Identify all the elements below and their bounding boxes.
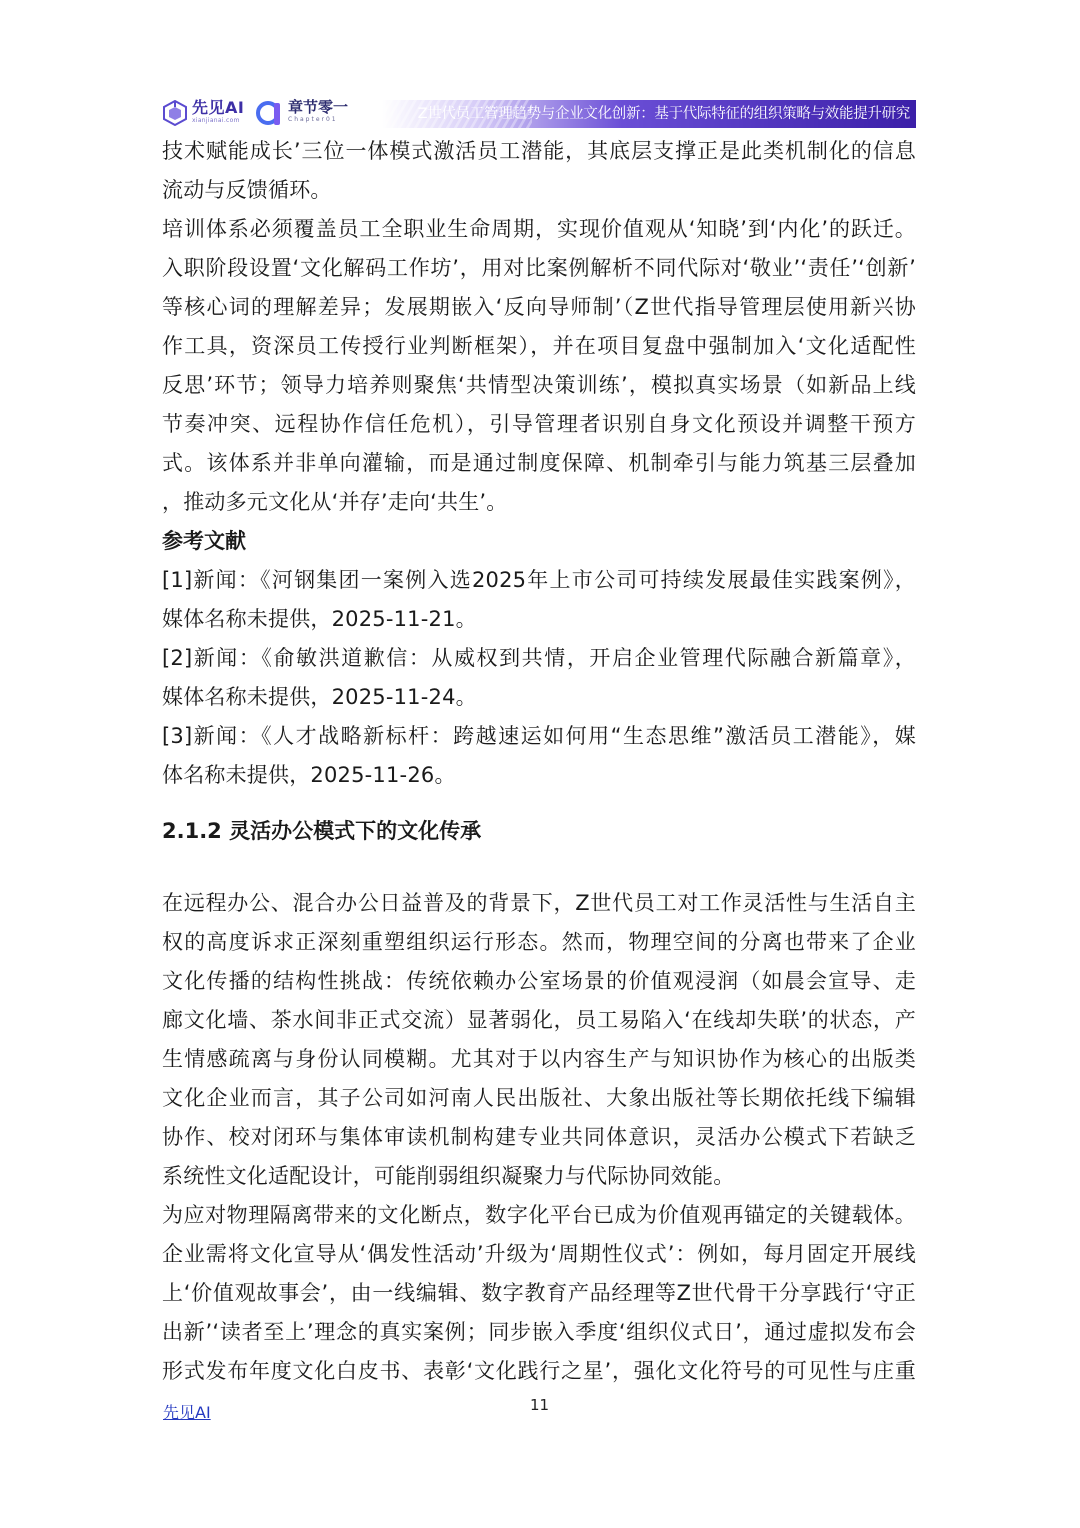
logo1-subtitle: xianjianai.com <box>192 117 240 124</box>
reference-3 <box>162 717 916 795</box>
page-body <box>162 132 916 1391</box>
text-line: [2]新闻：《俞敏洪道歉信：从威权到共情，开启企业管理代际融合新篇章》， <box>162 646 916 670</box>
text-line: 技术赋能成长’三位一体模式激活员工潜能，其底层支撑正是此类机制化的信息 <box>162 139 916 163</box>
references-heading: 参考文献 <box>162 529 246 553</box>
text-line: 式。该体系并非单向灌输，而是通过制度保障、机制牵引与能力筑基三层叠加 <box>162 451 916 475</box>
reference-2 <box>162 639 916 717</box>
text-line: 为应对物理隔离带来的文化断点，数字化平台已成为价值观再锚定的关键载体。 <box>162 1203 916 1227</box>
chapter-logo-icon <box>256 100 286 126</box>
text-line: [3]新闻：《人才战略新标杆：跨越速运如何用“生态思维”激活员工潜能》，媒 <box>162 724 916 748</box>
cube-logo-icon <box>162 100 188 126</box>
paragraph-1 <box>162 132 916 210</box>
text-line: 作工具，资深员工传授行业判断框架），并在项目复盘中强制加入‘文化适配性 <box>162 334 916 358</box>
text-line: ，推动多元文化从‘并存’走向‘共生’。 <box>162 490 508 514</box>
text-line: 出新’‘读者至上’理念的真实案例；同步嵌入季度‘组织仪式日’，通过虚拟发布会 <box>162 1320 916 1344</box>
header-banner <box>382 100 916 128</box>
page-header <box>162 96 916 132</box>
text-line: 文化传播的结构性挑战：传统依赖办公室场景的价值观浸润（如晨会宣导、走 <box>162 969 916 993</box>
text-line: 上‘价值观故事会’，由一线编辑、数字教育产品经理等Z世代骨干分享践行‘守正 <box>162 1281 916 1305</box>
logo2-subtitle: Chapter01 <box>288 116 338 123</box>
text-line: 廊文化墙、茶水间非正式交流）显著弱化，员工易陷入‘在线却失联’的状态，产 <box>162 1008 916 1032</box>
text-line: 文化企业而言，其子公司如河南人民出版社、大象出版社等长期依托线下编辑 <box>162 1086 916 1110</box>
report-title: Z世代员工管理趋势与企业文化创新：基于代际特征的组织策略与效能提升研究 <box>417 106 910 122</box>
text-line: 系统性文化适配设计，可能削弱组织凝聚力与代际协同效能。 <box>162 1164 735 1188</box>
chapter01-logo <box>256 100 348 126</box>
text-line: 节奏冲突、远程协作信任危机），引导管理者识别自身文化预设并调整干预方 <box>162 412 916 436</box>
logo1-name: 先见AI <box>192 98 245 117</box>
text-line: 入职阶段设置‘文化解码工作坊’，用对比案例解析不同代际对‘敬业’‘责任’‘创新’ <box>162 256 916 280</box>
xianjian-ai-logo <box>162 100 244 126</box>
page-number: 11 <box>530 1396 550 1414</box>
paragraph-3 <box>162 884 916 1196</box>
text-line: 体名称未提供，2025-11-26。 <box>162 763 456 787</box>
text-line: [1]新闻：《河钢集团一案例入选2025年上市公司可持续发展最佳实践案例》， <box>162 568 916 592</box>
footer-xianjian-link[interactable]: 先见AI <box>163 1403 211 1422</box>
text-line: 权的高度诉求正深刻重塑组织运行形态。然而，物理空间的分离也带来了企业 <box>162 930 916 954</box>
text-line: 在远程办公、混合办公日益普及的背景下，Z世代员工对工作灵活性与生活自主 <box>162 891 916 915</box>
text-line: 媒体名称未提供，2025-11-21。 <box>162 607 477 631</box>
text-line: 协作、校对闭环与集体审读机制构建专业共同体意识，灵活办公模式下若缺乏 <box>162 1125 916 1149</box>
text-line: 企业需将文化宣导从‘偶发性活动’升级为‘周期性仪式’：例如，每月固定开展线 <box>162 1242 916 1266</box>
paragraph-4 <box>162 1196 916 1391</box>
section-heading: 2.1.2 灵活办公模式下的文化传承 <box>162 819 482 843</box>
text-line: 媒体名称未提供，2025-11-24。 <box>162 685 477 709</box>
reference-1 <box>162 561 916 639</box>
logo2-name: 章节零一 <box>288 98 349 116</box>
text-line: 培训体系必须覆盖员工全职业生命周期，实现价值观从‘知晓’到‘内化’的跃迁。 <box>162 217 916 241</box>
text-line: 反思’环节；领导力培养则聚焦‘共情型决策训练’，模拟真实场景（如新品上线 <box>162 373 916 397</box>
text-line: 形式发布年度文化白皮书、表彰‘文化践行之星’，强化文化符号的可见性与庄重 <box>162 1359 916 1383</box>
text-line: 生情感疏离与身份认同模糊。尤其对于以内容生产与知识协作为核心的出版类 <box>162 1047 916 1071</box>
text-line: 等核心词的理解差异；发展期嵌入‘反向导师制’（Z世代指导管理层使用新兴协 <box>162 295 916 319</box>
paragraph-2 <box>162 210 916 522</box>
text-line: 流动与反馈循环。 <box>162 178 332 202</box>
